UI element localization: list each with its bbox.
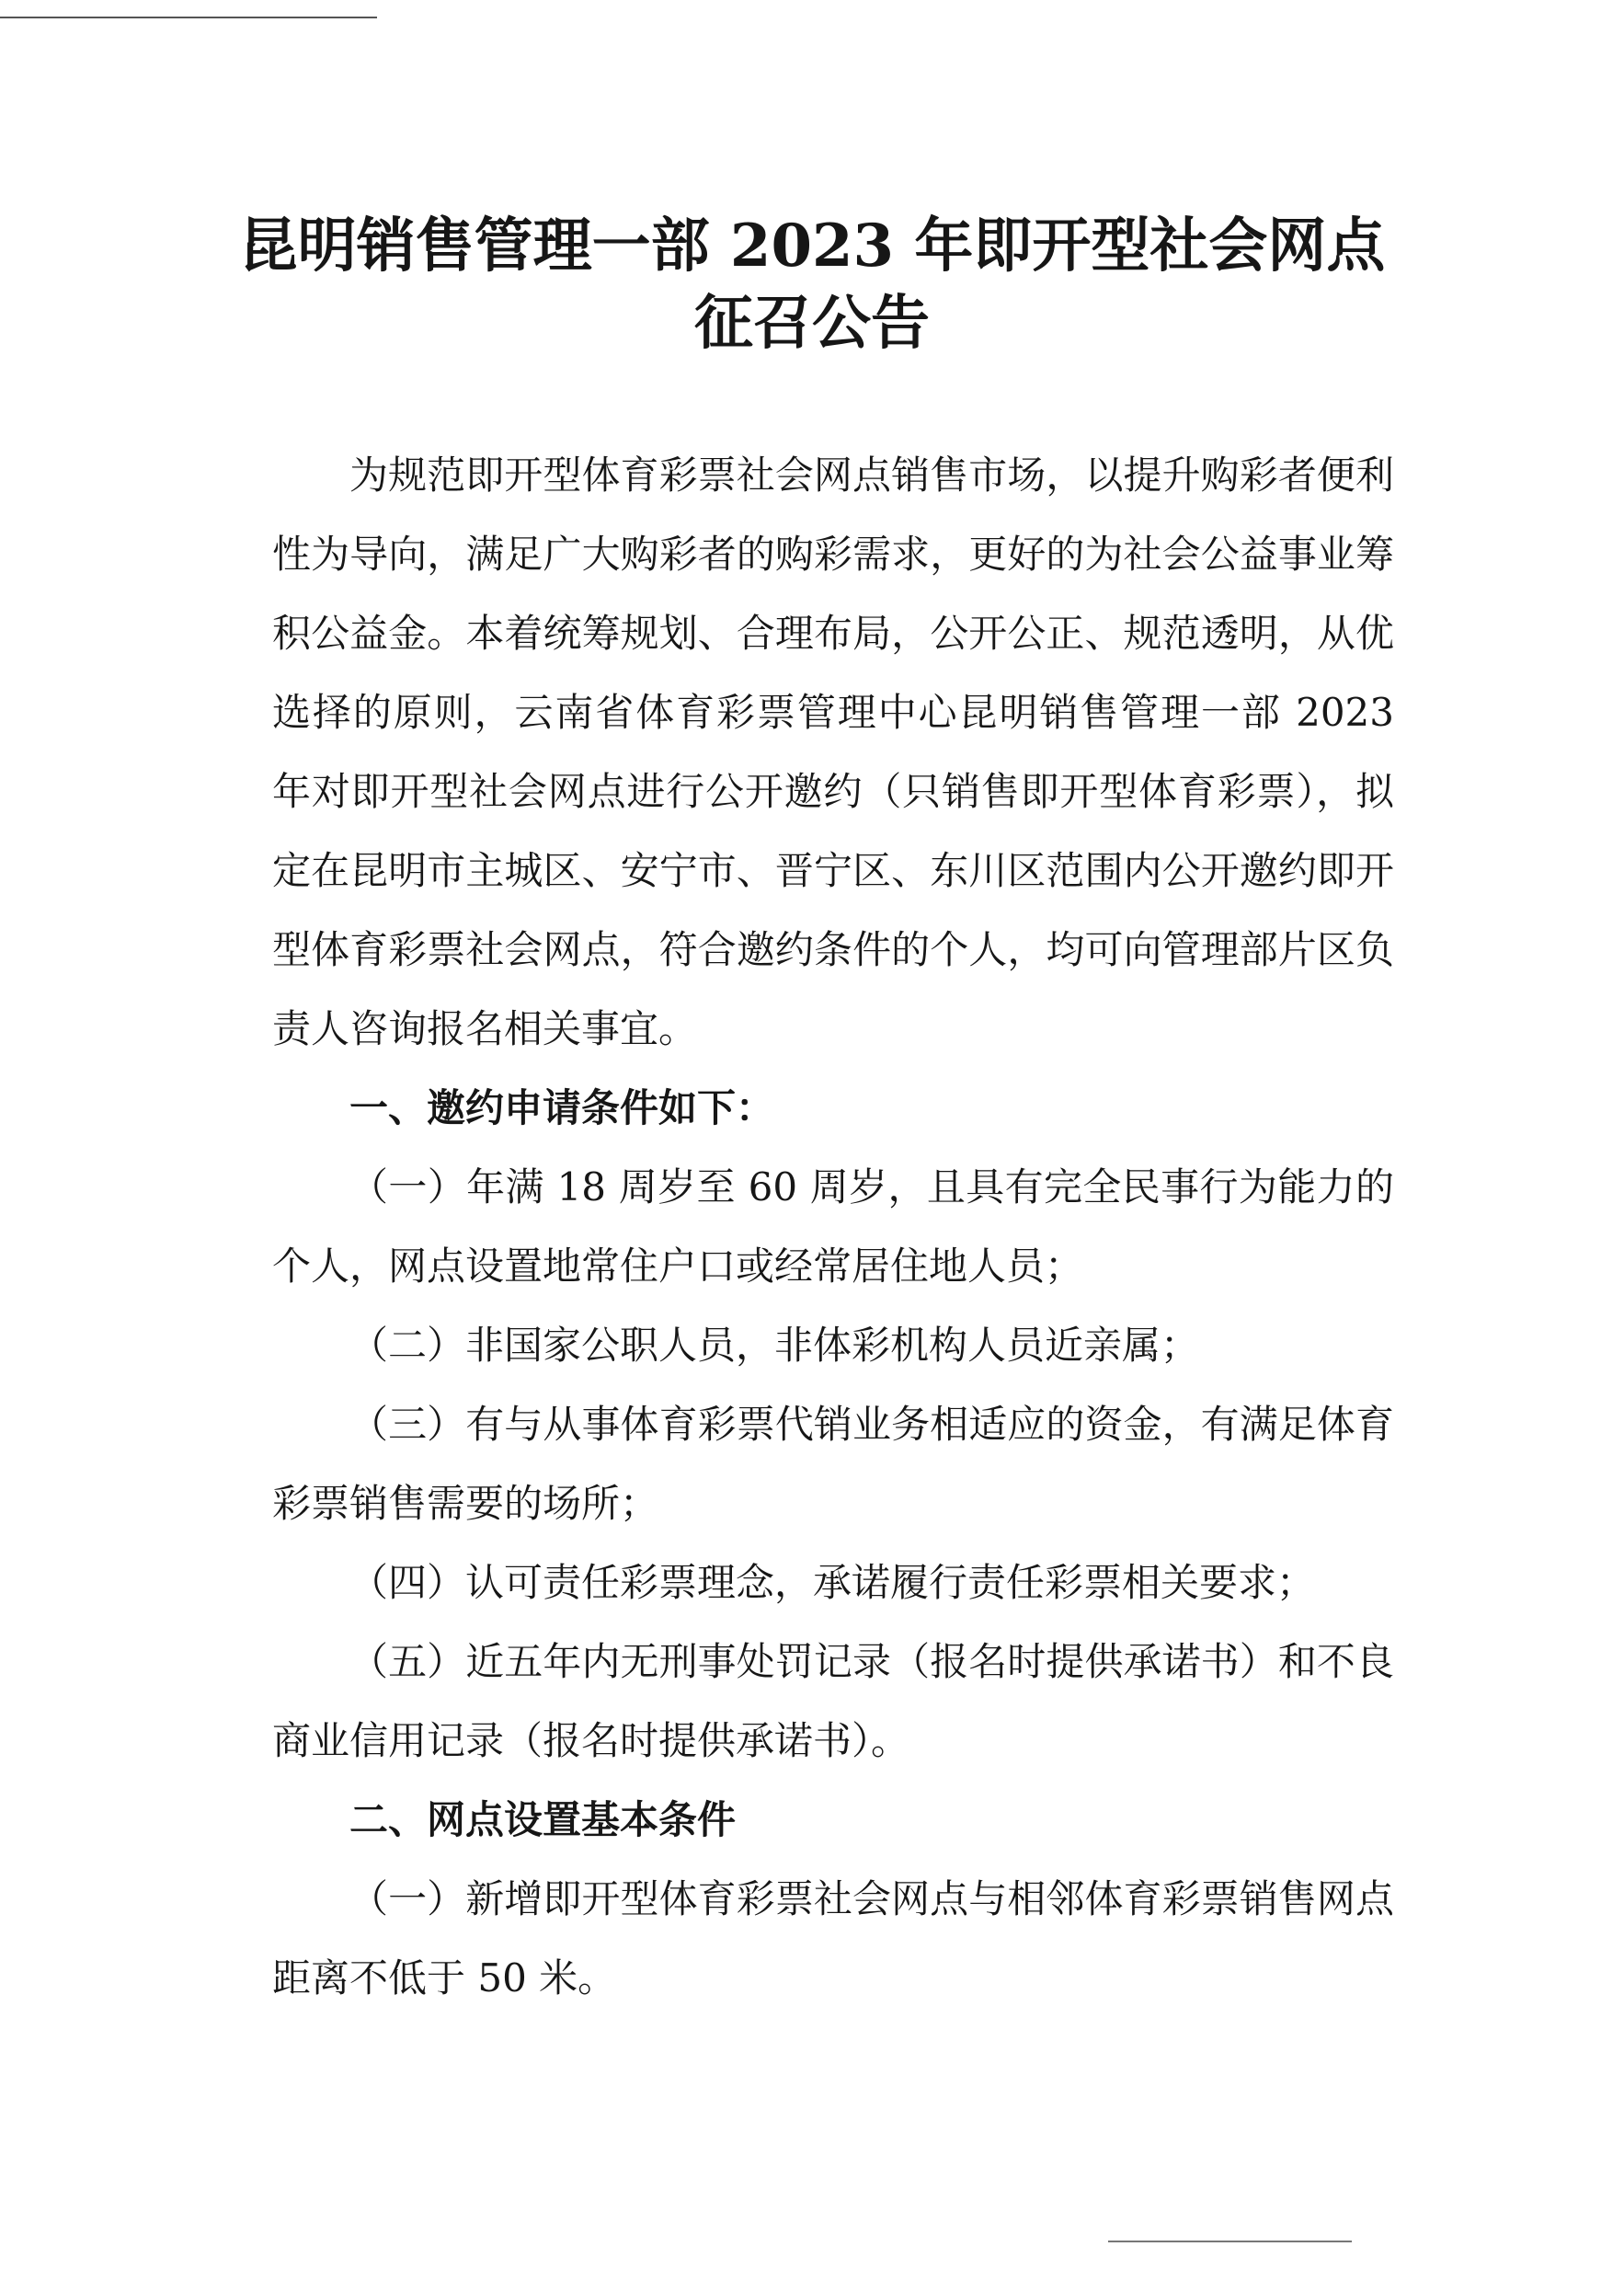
scan-artifact-line <box>0 17 377 18</box>
section2-heading: 二、网点设置基本条件 <box>349 1797 737 1842</box>
document-title-line1: 昆明销售管理一部 2023 年即开型社会网点 <box>238 212 1386 281</box>
document-title-line2: 征召公告 <box>694 289 930 358</box>
section1-item-1: （一）年满 18 周岁至 60 周岁，且具有完全民事行为能力的个人，网点设置地常住户口或经常居住地人员； <box>272 1164 1394 1289</box>
section1-item-4: （四）认可责任彩票理念，承诺履行责任彩票相关要求； <box>349 1560 1316 1605</box>
section1-item-3: （三）有与从事体育彩票代销业务相适应的资金，有满足体育彩票销售需要的场所； <box>272 1402 1394 1526</box>
section2-item-1: （一）新增即开型体育彩票社会网点与相邻体育彩票销售网点距离不低于 50 米。 <box>272 1876 1394 2000</box>
intro-paragraph: 为规范即开型体育彩票社会网点销售市场，以提升购彩者便利性为导向，满足广大购彩者的购彩需求，更好的为社会公益事业筹积公益金。本着统筹规划、合理布局，公开公正、规范透明，从优选择的原则，云南省体育彩票管理中心昆明销售管理一部 2023 年对即开型社会网点进行公开邀约（只销售即开型体育彩票），拟定在昆明市主城区、安宁市、晋宁区、东川区范围内公开邀约即开型体育彩票社会网点，符合邀约条件的个人，均可向管理部片区负责人咨询报名相关事宜。 <box>272 453 1394 1051</box>
document-body <box>272 436 1394 2018</box>
scan-artifact-line <box>1108 2241 1352 2242</box>
section1-heading: 一、邀约申请条件如下： <box>349 1085 775 1130</box>
section1-item-2: （二）非国家公职人员，非体彩机构人员近亲属； <box>349 1323 1200 1368</box>
section1-item-5: （五）近五年内无刑事处罚记录（报名时提供承诺书）和不良商业信用记录（报名时提供承诺书）。 <box>272 1639 1394 1763</box>
